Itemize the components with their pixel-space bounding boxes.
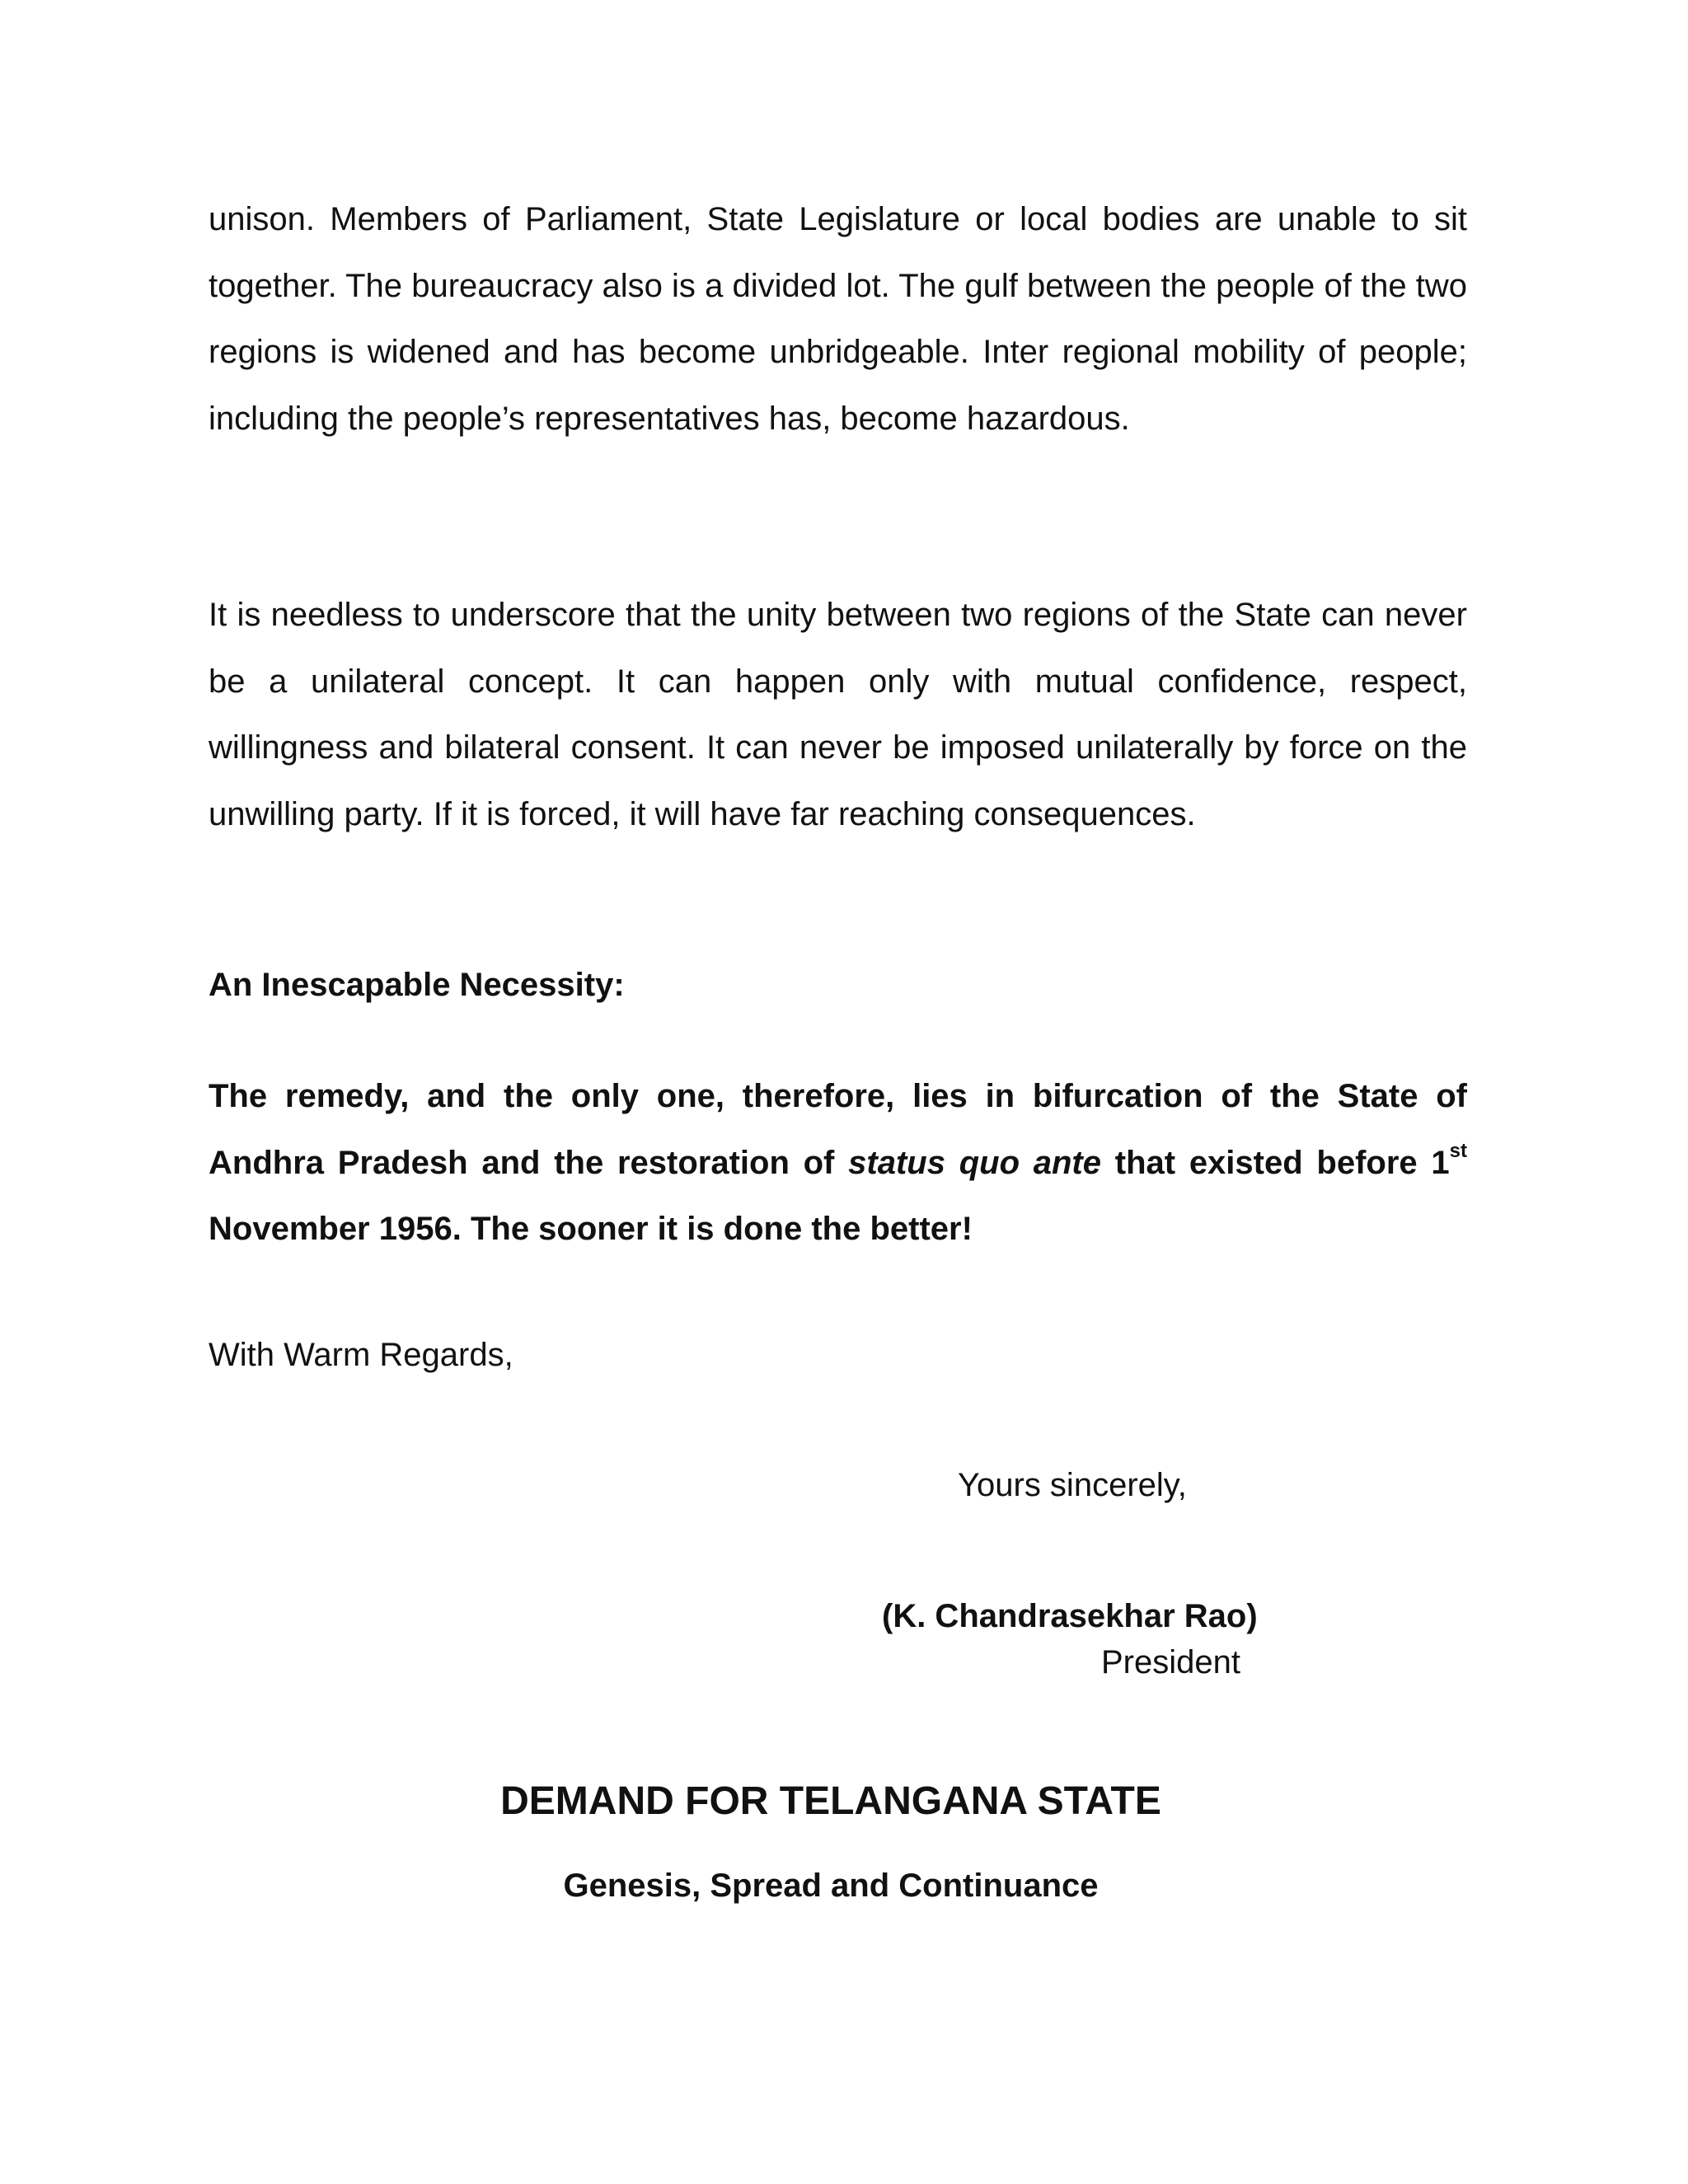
section-title: DEMAND FOR TELANGANA STATE — [500, 1779, 1161, 1823]
body-paragraph-unison: unison. Members of Parliament, State Legislature or local bodies are unable to sit together. The bureaucracy also is a divided lot. The gulf between the people of the two regions is widened and has become unbridgeable. Inter regional mobility of people; including the people’s representatives has, become hazardous. — [209, 201, 1467, 437]
body-paragraph-unity: It is needless to underscore that the unity between two regions of the State can never be a unilateral concept. It can happen only with mutual confidence, respect, willingness and bilateral consent. It can never be imposed unilaterally by force on the unwilling party. If it is forced, it will have far reaching consequences. — [209, 597, 1467, 832]
signer-name: (K. Chandrasekhar Rao) — [882, 1598, 1258, 1634]
remedy-text-part2: that existed before 1 — [1101, 1144, 1450, 1181]
ordinal-superscript: st — [1449, 1139, 1467, 1162]
section-heading: An Inescapable Necessity: — [209, 967, 625, 1003]
remedy-paragraph — [209, 1063, 1467, 1263]
remedy-text-part3: November 1956. The sooner it is done the better! — [209, 1211, 973, 1247]
signer-title: President — [1101, 1644, 1240, 1680]
section-subtitle: Genesis, Spread and Continuance — [563, 1868, 1099, 1904]
remedy-italic-phrase: status quo ante — [848, 1144, 1101, 1181]
remedy-text-part1: The remedy, and the only one, therefore, lies in bifurcation of the State of Andhra Pradesh and the restoration of — [209, 1078, 1467, 1181]
closing-salutation: With Warm Regards, — [209, 1337, 513, 1373]
signoff-text: Yours sincerely, — [958, 1467, 1187, 1503]
